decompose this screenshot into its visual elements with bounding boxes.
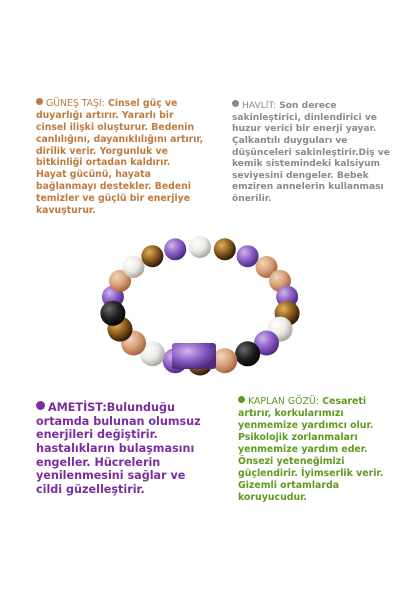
amethyst-title: AMETİST: <box>48 401 107 414</box>
amethyst-info <box>36 401 206 497</box>
amethyst-description: Bulunduğu ortamda bulunan olumsuz enerjileri değiştirir. hastalıkların bulaşmasını engeller. Hücrelerin yenilenmesini sağlar ve cildi güzelleştirir. <box>36 401 201 496</box>
bead <box>235 341 260 366</box>
sunstone-bullet-icon <box>36 98 43 105</box>
sunstone-title: GÜNEŞ TAŞI: <box>46 98 105 109</box>
amethyst-bullet-icon <box>36 401 45 410</box>
howlite-description: Son derece sakinleştirici, dinlendirici ve huzur verici bir enerji yayar. Çalkantılı duyguları ve düşünceleri sakinleştirir.Diş ve kemik sistemindeki kalsiyum seviyesini dengeler. Bebek emziren annelerin kullanması önerilir. <box>232 101 390 204</box>
bead <box>189 236 211 258</box>
howlite-bullet-icon <box>232 100 239 107</box>
howlite-title: HAVLİT: <box>242 101 277 111</box>
bead <box>164 238 186 260</box>
tigers-eye-title: KAPLAN GÖZÜ: <box>248 396 319 407</box>
bead <box>123 256 145 278</box>
howlite-info <box>232 100 390 206</box>
bead <box>100 301 125 326</box>
bead <box>141 245 163 267</box>
amethyst-bar <box>172 343 216 369</box>
bead <box>237 245 259 267</box>
sunstone-info <box>36 98 204 217</box>
tigers-eye-description: Cesareti artırır, korkularımızı yenmemize yardımcı olur. Psikolojik zorlanmaları yenmemize yardım eder. Önsezi yeteneğimizi güçlendirir. İyimserlik verir. Gizemli ortamlarda koruyucudur. <box>238 396 384 504</box>
bead <box>214 238 236 260</box>
tigers-eye-bullet-icon <box>238 396 245 403</box>
bead <box>212 348 237 373</box>
sunstone-description: Cinsel güç ve duyarlığı artırır. Yararlı bir cinsel ilişki oluşturur. Bedenin canlılığını, dayanıklılığını artırır, dirilik verir. Yorgunluk ve bitkinliği ortadan kaldırır. Hayat gücünü, hayata bağlanmayı destekler. Bedeni temizler ve güçlü bir enerjiye kavuşturur. <box>36 98 204 217</box>
bracelet-image <box>90 225 310 390</box>
tigers-eye-info <box>238 396 394 504</box>
